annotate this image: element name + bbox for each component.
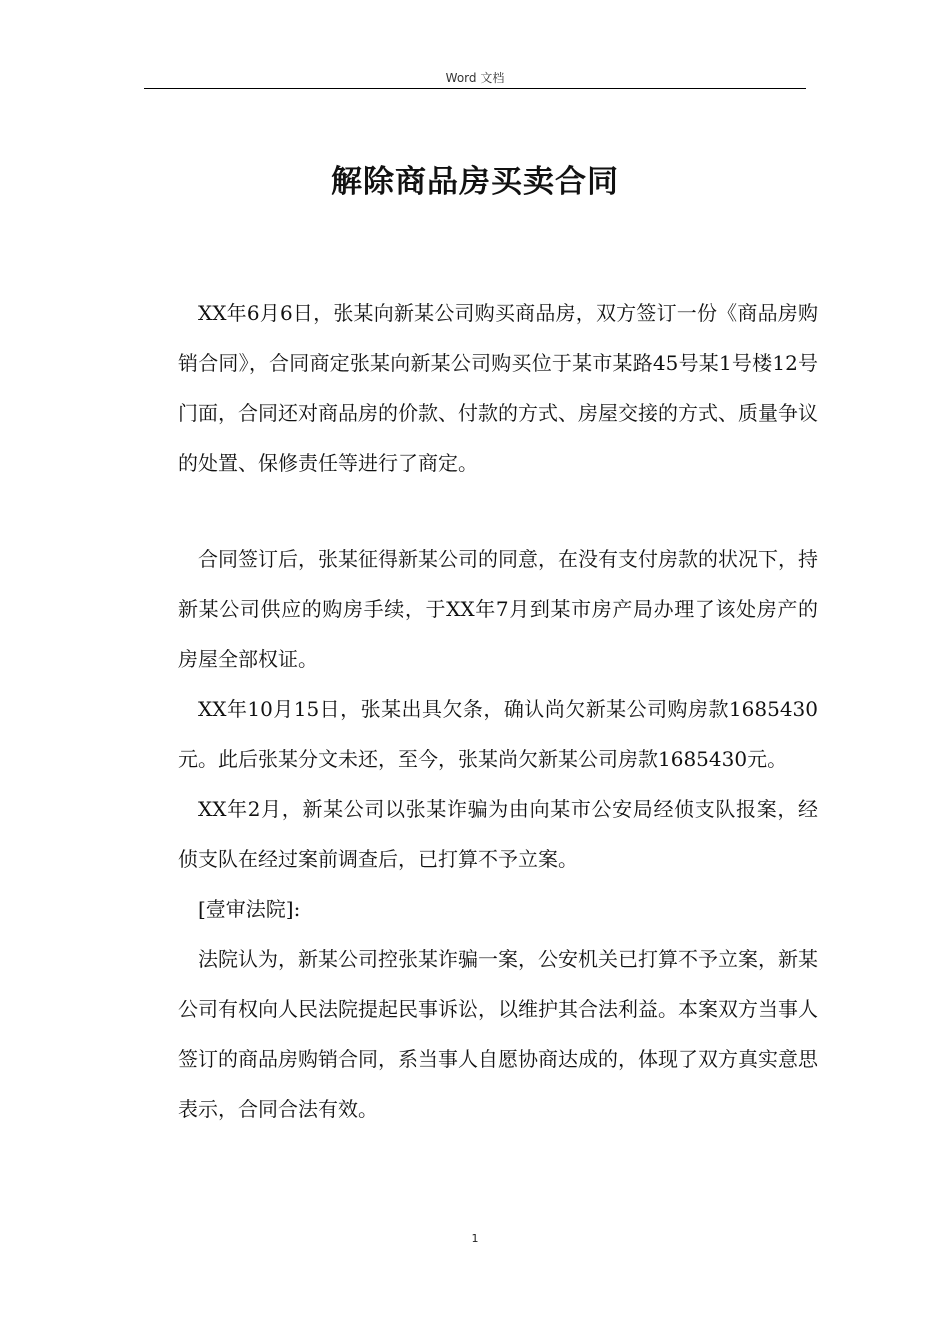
paragraph-1: XX年6月6日，张某向新某公司购买商品房，双方签订一份《商品房购销合同》，合同商定张某向新某公司购买位于某市某路45号某1号楼12号门面，合同还对商品房的价款、付款的方式、房屋交接的方式、质量争议的处置、保修责任等进行了商定。 bbox=[178, 301, 818, 475]
paragraph-spacer bbox=[178, 488, 818, 534]
paragraph-4: XX年2月，新某公司以张某诈骗为由向某市公安局经侦支队报案，经侦支队在经过案前调查后，已打算不予立案。 bbox=[178, 797, 818, 871]
document-title: 解除商品房买卖合同 bbox=[331, 164, 619, 200]
section-heading: [壹审法院]: bbox=[198, 897, 301, 921]
paragraph-5: 法院认为，新某公司控张某诈骗一案，公安机关已打算不予立案，新某公司有权向人民法院提起民事诉讼，以维护其合法利益。本案双方当事人签订的商品房购销合同，系当事人自愿协商达成的，体现了双方真实意思表示，合同合法有效。 bbox=[178, 947, 818, 1121]
page-header: Word 文档 bbox=[445, 71, 505, 85]
page-number: 1 bbox=[471, 1232, 479, 1245]
header-divider bbox=[144, 88, 806, 89]
document-body bbox=[178, 288, 818, 1134]
paragraph-3: XX年10月15日，张某出具欠条，确认尚欠新某公司购房款1685430元。此后张某分文未还，至今，张某尚欠新某公司房款1685430元。 bbox=[178, 697, 818, 771]
paragraph-2: 合同签订后，张某征得新某公司的同意，在没有支付房款的状况下，持新某公司供应的购房手续，于XX年7月到某市房产局办理了该处房产的房屋全部权证。 bbox=[178, 547, 818, 671]
